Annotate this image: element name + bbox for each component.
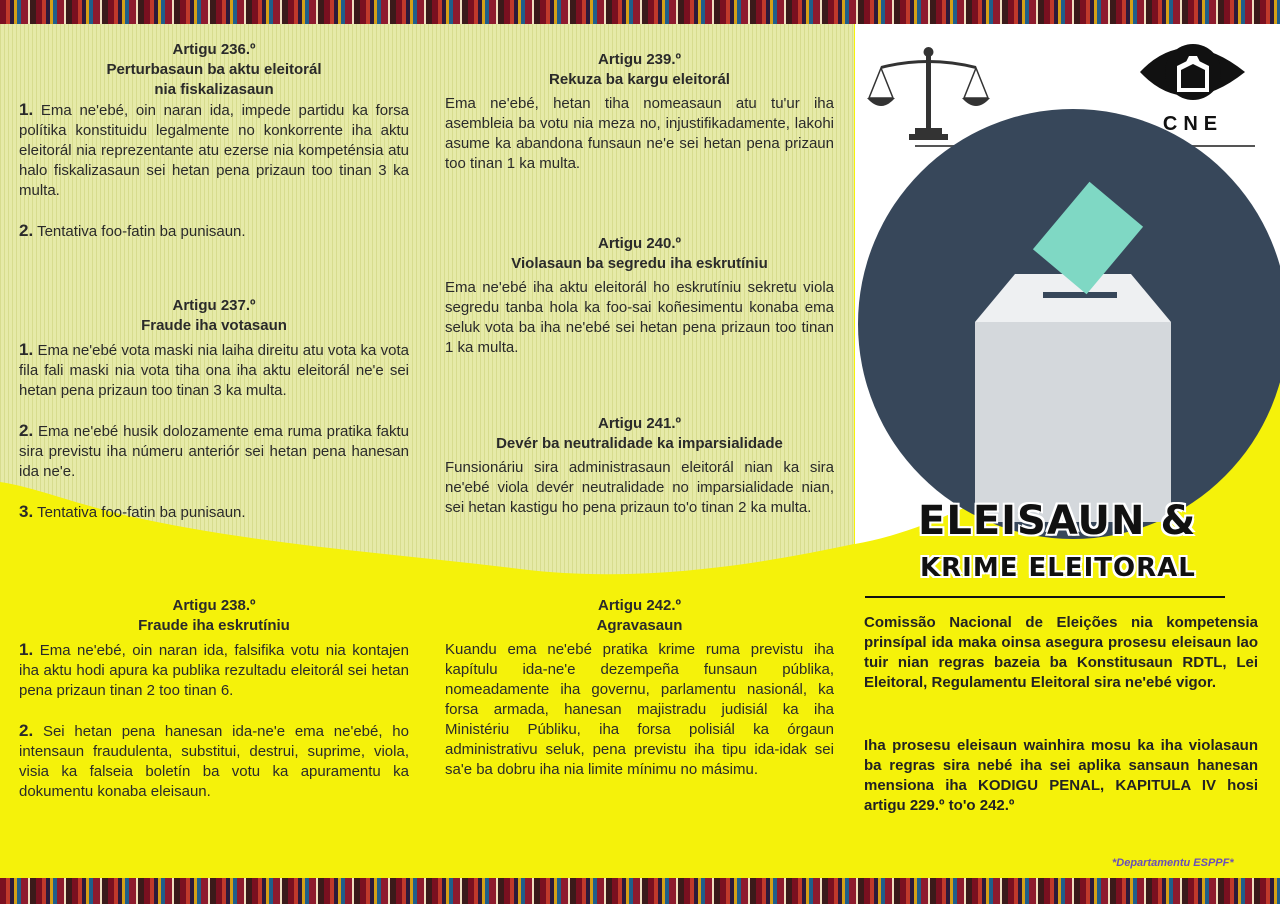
article-title: Rekuza ba kargu eleitorál [549, 71, 730, 88]
cover-title: ELEISAUN & [918, 498, 1197, 544]
ballot-box-icon [858, 109, 1280, 539]
paragraph: 1. Ema ne'ebé, oin naran ida, impede partidu ka forsa polítika konstituidu legalmente no konkorrente iha aktu eleitorál nia reprezentante atu ezerse nia kompeténsia atu halo fiskalizasaun sei hetan pena prizaun too tinan 3 ka multa. [19, 100, 409, 199]
article-title: Fraude iha eskrutíniu [138, 617, 290, 634]
article-title: Fraude iha votasaun [141, 317, 287, 334]
paragraph: 2. Ema ne'ebé husik dolozamente ema ruma pratika faktu sira previstu iha númeru anteriór sei hetan pena hanesan ida ne'e. [19, 421, 409, 480]
article-number: Artigu 241.º [598, 415, 681, 432]
paragraph: 2. Sei hetan pena hanesan ida-ne'e ema ne'ebé, ho intensaun fraudulenta, substitui, destrui, suprime, viola, visia ka falseia boletín ba votu ka apuramentu ka dokumentu konaba eleisaun. [19, 721, 409, 800]
article-241 [445, 414, 834, 538]
paragraph: 3. Tentativa foo-fatin ba punisaun. [19, 502, 246, 521]
article-number: Artigu 238.º [172, 597, 256, 614]
paragraph: 2. Tentativa foo-fatin ba punisaun. [19, 221, 246, 240]
logo-text: CNE [1162, 113, 1224, 135]
article-239 [445, 50, 834, 194]
article-238 [19, 596, 409, 822]
textile-border-bottom [0, 878, 1280, 904]
article-number: Artigu 236.º [172, 41, 256, 58]
article-237 [19, 296, 409, 543]
paragraph: Ema ne'ebé iha aktu eleitorál ho eskrutíniu sekretu viola segredu tanba hola ka foo-sai koñesimentu konaba ema seluk vota ba iha ne'ebé sei hetan pena prizaun too tinan 1 ka multa. [445, 279, 834, 356]
textile-border-top [0, 0, 1280, 24]
article-number: Artigu 242.º [598, 597, 681, 614]
article-title-line2: nia fiskalizasaun [154, 81, 274, 98]
article-title: Devér ba neutralidade ka imparsialidade [496, 435, 783, 452]
article-242 [445, 596, 834, 800]
article-title: Violasaun ba segredu iha eskrutíniu [511, 255, 768, 272]
article-236 [19, 40, 409, 262]
cne-intro-paragraph: Comissão Nacional de Eleições nia kompetensia prinsípal ida maka oinsa asegura prosesu eleisaun lao tuir nian regras bazeia ba Konstitusaun RDTL, Lei Eleitoral, Regulamentu Eleitoral sira ne'ebé vigor. [864, 614, 1258, 691]
cover-subtitle: KRIME ELEITORAL [920, 553, 1196, 583]
paragraph: Funsionáriu sira administrasaun eleitorál nian ka sira ne'ebé viola devér neutralidade no imparsialidade nian, sei hetan kastigu ho pena prizaun to'o tinan 2 ka multa. [445, 459, 834, 516]
paragraph: Kuandu ema ne'ebé pratika krime ruma previstu iha kapítulu ida-ne'e dezempeña funsaun públika, nomeadamente iha governu, parlamentu nasionál, ka forsa armada, hanesan majistradu judisiál ka iha Ministériu Públiku, iha forsa polisiál ka órgaun administrativu seluk, pena previstu iha tipu ida-idak sei sa'e ba dobru iha nia limite mínimu no másimu. [445, 641, 834, 778]
article-title: Perturbasaun ba aktu eleitorál [106, 61, 322, 78]
article-title: Agravasaun [596, 617, 683, 634]
paragraph: 1. Ema ne'ebé vota maski nia laiha direitu atu vota ka vota fila fali maski nia vota tiha ona iha aktu eleitorál ne'e sei hetan pena prizaun too tinan 3 ka multa. [19, 340, 409, 399]
article-240 [445, 234, 834, 378]
paragraph: Ema ne'ebé, hetan tiha nomeasaun atu tu'ur iha asembleia ba votu nia meza no, injustifikadamente, lakohi asume ka abandona funsaun ne'e sei hetan pena prizaun too tinan 1 ka multa. [445, 95, 834, 172]
cne-violation-paragraph: Iha prosesu eleisaun wainhira mosu ka iha violasaun ba regras sira nebé iha sei aplika sansaun hanesan mensiona iha KODIGU PENAL, KAPITULA IV hosi artigu 229.º to'o 242.º [864, 737, 1258, 814]
paragraph: 1. Ema ne'ebé, oin naran ida, falsifika votu nia kontajen iha aktu hodi apura ka publika rezultadu eleitorál sei hetan pena prizaun tinan 2 too tinan 6. [19, 640, 409, 699]
article-number: Artigu 237.º [172, 297, 256, 314]
title-divider [865, 596, 1225, 598]
article-number: Artigu 239.º [598, 51, 681, 68]
department-credit: *Departamentu ESPPF* [1112, 857, 1234, 869]
article-number: Artigu 240.º [598, 235, 681, 252]
